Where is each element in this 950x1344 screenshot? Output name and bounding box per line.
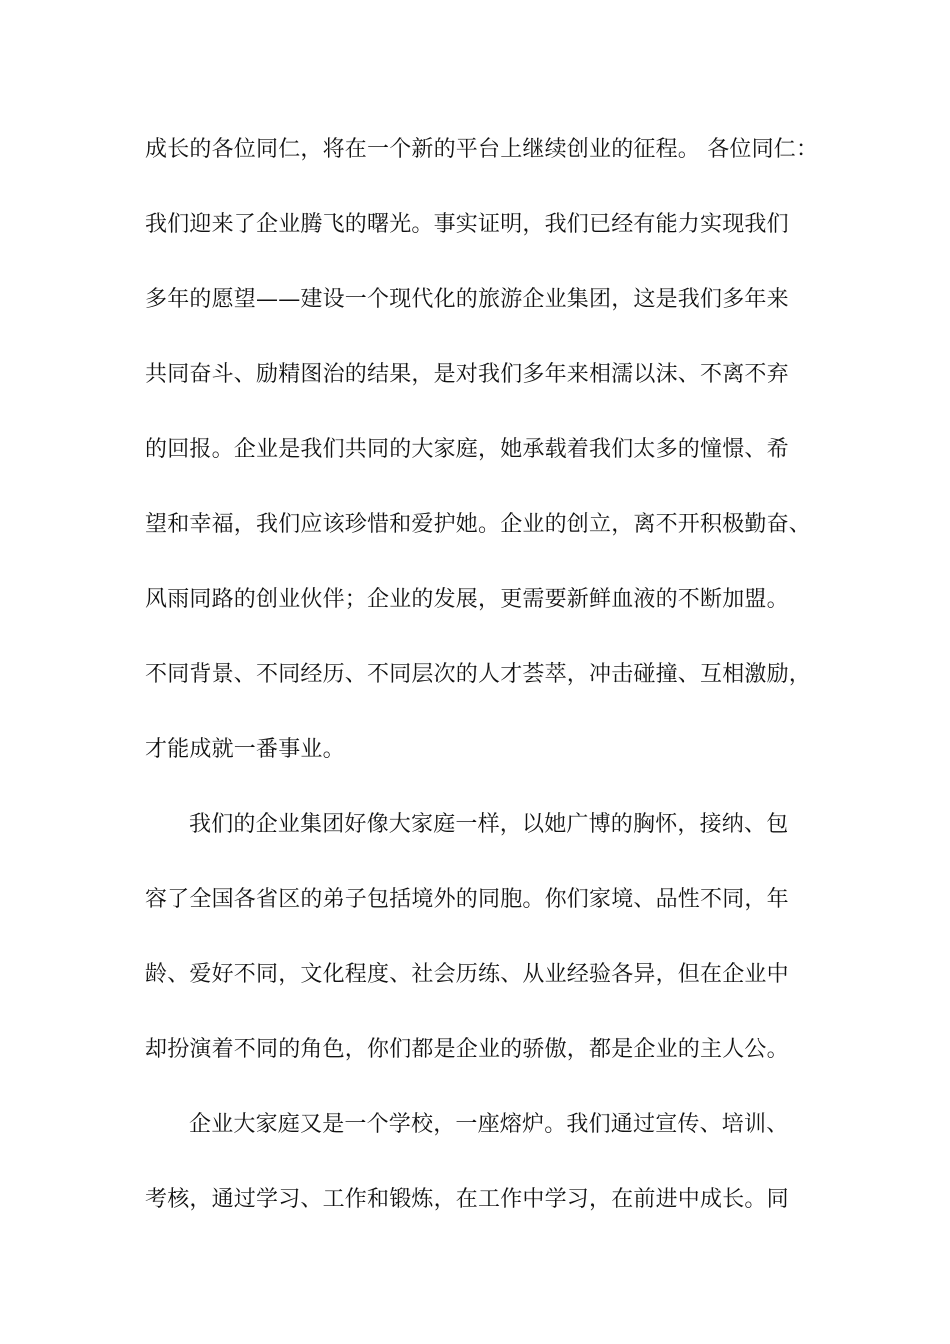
paragraph-2-line-1: 我们的企业集团好像大家庭一样，以她广博的胸怀，接纳、包 (189, 812, 789, 837)
text-line-2: 我们迎来了企业腾飞的曙光。事实证明，我们已经有能力实现我们 (145, 212, 789, 237)
text-line-4: 共同奋斗、励精图治的结果，是对我们多年来相濡以沫、不离不弃 (145, 362, 789, 387)
text-line-3: 多年的愿望——建设一个现代化的旅游企业集团，这是我们多年来 (145, 287, 789, 312)
text-line-9: 才能成就一番事业。 (145, 737, 345, 762)
paragraph-2-line-3: 龄、爱好不同，文化程度、社会历练、从业经验各异，但在企业中 (145, 962, 789, 987)
text-line-7: 风雨同路的创业伙伴；企业的发展，更需要新鲜血液的不断加盟。 (145, 587, 789, 612)
paragraph-3-line-1: 企业大家庭又是一个学校，一座熔炉。我们通过宣传、培训、 (189, 1112, 789, 1137)
paragraph-2-line-2: 容了全国各省区的弟子包括境外的同胞。你们家境、品性不同，年 (145, 887, 789, 912)
text-line-6: 望和幸福，我们应该珍惜和爱护她。企业的创立，离不开积极勤奋、 (145, 512, 812, 537)
paragraph-3-line-2: 考核，通过学习、工作和锻炼，在工作中学习，在前进中成长。同 (145, 1187, 789, 1212)
text-line-8: 不同背景、不同经历、不同层次的人才荟萃，冲击碰撞、互相激励， (145, 662, 812, 687)
text-line-5: 的回报。企业是我们共同的大家庭，她承载着我们太多的憧憬、希 (145, 437, 789, 462)
paragraph-2-line-4: 却扮演着不同的角色，你们都是企业的骄傲，都是企业的主人公。 (145, 1037, 789, 1062)
text-line-1: 成长的各位同仁，将在一个新的平台上继续创业的征程。 各位同仁： (145, 137, 819, 162)
